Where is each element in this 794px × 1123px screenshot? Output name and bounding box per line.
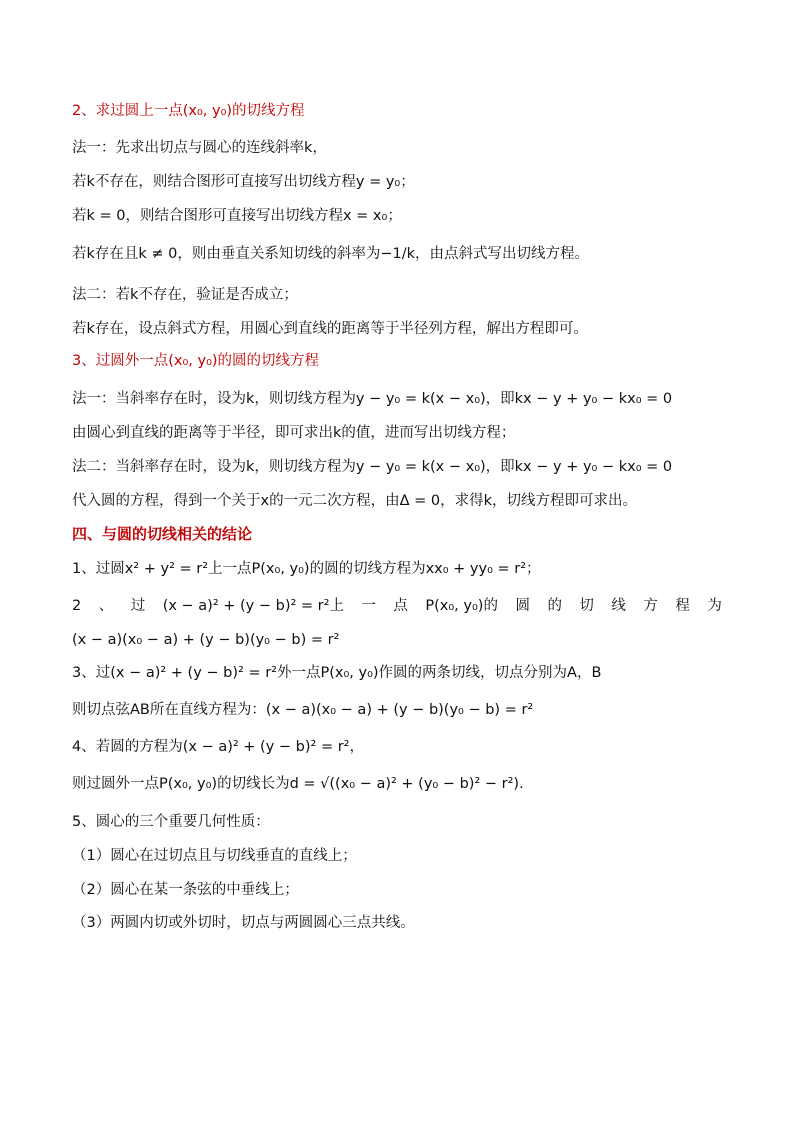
conclusion-2-part: 切 [579, 598, 594, 614]
property-3: （3）两圆内切或外切时，切点与两圆圆心三点共线。 [72, 915, 415, 931]
conclusion-2-part: 点 [393, 598, 408, 614]
conclusion-2-part: 2 [72, 598, 82, 614]
method-two-check: 法二：若k不存在，验证是否成立； [72, 287, 298, 303]
conclusion-2-part: 、 [98, 598, 114, 614]
conclusion-2-part: 线 [611, 598, 626, 614]
conclusion-2-part: 圆 [515, 598, 530, 614]
section-heading-tangent-conclusions: 四、与圆的切线相关的结论 [72, 525, 253, 543]
conclusion-5: 5、圆心的三个重要几何性质： [72, 814, 270, 830]
conclusion-2-line-2: (x − a)(x₀ − a) + (y − b)(y₀ − b) = r² [72, 632, 340, 648]
external-method-one: 法一：当斜率存在时，设为k，则切线方程为y − y₀ = k(x − x₀)，即kx − y + y₀ − kx₀ = 0 [72, 391, 673, 407]
property-2: （2）圆心在某一条弦的中垂线上； [72, 882, 299, 898]
conclusion-2-part: 为 [707, 598, 722, 614]
external-method-two-detail: 代入圆的方程，得到一个关于x的一元二次方程，由Δ = 0，求得k，切线方程即可求出。 [72, 493, 637, 509]
conclusion-2-part: P(x₀, y₀)的 [425, 598, 498, 614]
external-method-two: 法二：当斜率存在时，设为k，则切线方程为y − y₀ = k(x − x₀)，即kx − y + y₀ − kx₀ = 0 [72, 459, 673, 475]
case-slope-undefined: 若k不存在，则结合图形可直接写出切线方程y = y₀； [72, 174, 415, 190]
conclusion-1: 1、过圆x² + y² = r²上一点P(x₀, y₀)的圆的切线方程为xx₀ + yy₀ = r²； [72, 561, 541, 577]
conclusion-2-part: 程 [675, 598, 690, 614]
conclusion-2-part: 的 [547, 598, 562, 614]
conclusion-2-part: (x − a)² + (y − b)² = r²上 [162, 598, 344, 614]
conclusion-2-part: 过 [130, 598, 146, 614]
conclusion-4-tangent-length: 则过圆外一点P(x₀, y₀)的切线长为d = √((x₀ − a)² + (y₀ − b)² − r²). [72, 776, 524, 792]
conclusion-3-chord: 则切点弦AB所在直线方程为：(x − a)(x₀ − a) + (y − b)(y₀ − b) = r² [72, 702, 534, 718]
conclusion-2-part: 一 [361, 598, 376, 614]
case-slope-nonzero: 若k存在且k ≠ 0，则由垂直关系知切线的斜率为−1/k，由点斜式写出切线方程。 [72, 246, 590, 262]
subheading-tangent-through-point-on-circle: 2、求过圆上一点(x₀, y₀)的切线方程 [72, 103, 305, 119]
subheading-tangent-through-external-point: 3、过圆外一点(x₀, y₀)的圆的切线方程 [72, 353, 320, 369]
method-one-slope: 法一：先求出切点与圆心的连线斜率k， [72, 140, 327, 156]
conclusion-4: 4、若圆的方程为(x − a)² + (y − b)² = r²， [72, 739, 364, 755]
case-slope-zero: 若k = 0，则结合图形可直接写出切线方程x = x₀； [72, 208, 402, 224]
external-method-one-detail: 由圆心到直线的距离等于半径，即可求出k的值，进而写出切线方程； [72, 425, 516, 441]
conclusion-2-line-1 [72, 596, 722, 616]
method-two-distance: 若k存在，设点斜式方程，用圆心到直线的距离等于半径列方程，解出方程即可。 [72, 321, 588, 337]
property-1: （1）圆心在过切点且与切线垂直的直线上； [72, 848, 357, 864]
conclusion-2-part: 方 [643, 598, 658, 614]
conclusion-3: 3、过(x − a)² + (y − b)² = r²外一点P(x₀, y₀)作圆的两条切线，切点分别为A，B [72, 665, 602, 681]
